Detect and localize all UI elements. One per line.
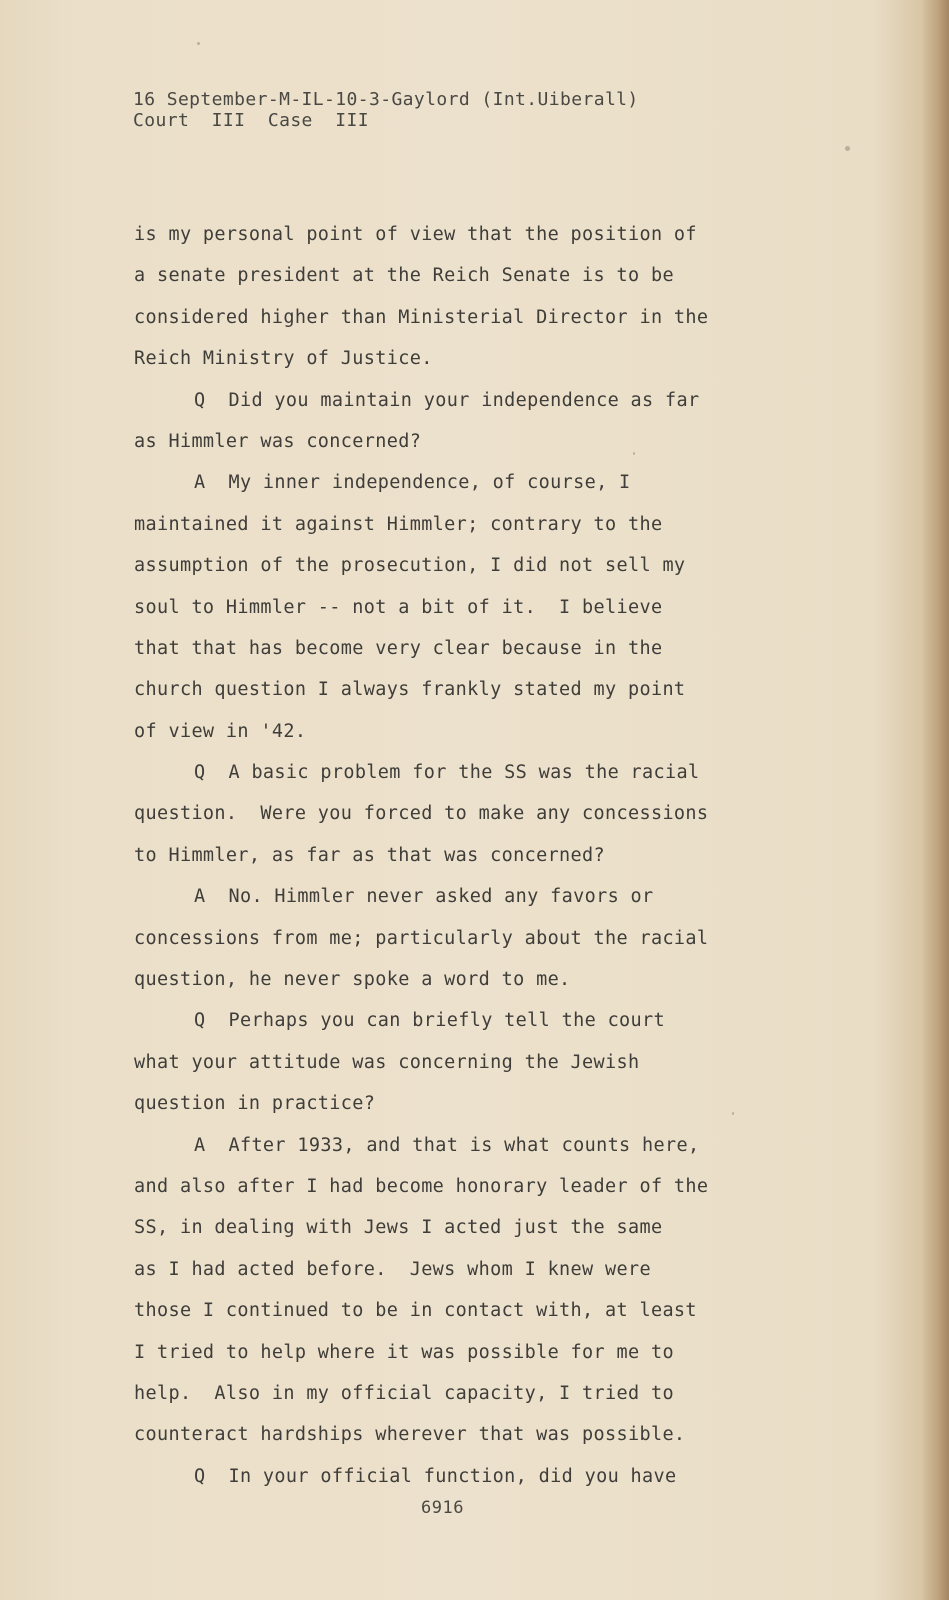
- text-line: considered higher than Ministerial Director in the: [134, 306, 709, 328]
- paper-speck: [732, 1112, 734, 1115]
- question-line: Q Did you maintain your independence as far: [194, 389, 700, 411]
- text-line: that that has become very clear because in the: [134, 637, 663, 659]
- question-line: Q A basic problem for the SS was the racial: [194, 762, 700, 784]
- text-line: to Himmler, as far as that was concerned?: [134, 844, 606, 866]
- text-line: question. Were you forced to make any concessions: [134, 803, 709, 825]
- text-line: SS, in dealing with Jews I acted just the same: [134, 1217, 663, 1239]
- text-line: Reich Ministry of Justice.: [134, 348, 433, 370]
- text-line: a senate president at the Reich Senate is to be: [134, 265, 674, 287]
- page-number: 6916: [421, 1498, 464, 1518]
- text-line: is my personal point of view that the position of: [134, 224, 697, 245]
- text-line: church question I always frankly stated my point: [134, 679, 686, 701]
- text-line: question in practice?: [134, 1093, 376, 1115]
- text-line: soul to Himmler -- not a bit of it. I believe: [134, 596, 663, 618]
- text-line: I tried to help where it was possible for me to: [134, 1341, 674, 1363]
- answer-line: A No. Himmler never asked any favors or: [194, 886, 654, 908]
- header-session-line: 16 September-M-IL-10-3-Gaylord (Int.Uiberall): [133, 89, 639, 110]
- paper-speck: [633, 452, 635, 455]
- text-line: counteract hardships wherever that was possible.: [134, 1424, 686, 1446]
- text-line: question, he never spoke a word to me.: [134, 969, 571, 991]
- question-line: Q In your official function, did you have: [194, 1465, 677, 1487]
- answer-line: A After 1933, and that is what counts here,: [194, 1134, 700, 1156]
- transcript-header: [133, 89, 853, 131]
- answer-line: A My inner independence, of course, I: [194, 472, 631, 494]
- text-line: concessions from me; particularly about the racial: [134, 927, 709, 949]
- text-line: as Himmler was concerned?: [134, 430, 422, 452]
- text-line: those I continued to be in contact with, at least: [134, 1300, 697, 1322]
- paper-speck: [845, 146, 850, 151]
- text-line: what your attitude was concerning the Jewish: [134, 1051, 640, 1073]
- paper-speck: [197, 42, 200, 45]
- text-line: help. Also in my official capacity, I tried to: [134, 1382, 674, 1404]
- header-court-line: Court III Case III: [133, 110, 369, 131]
- text-line: as I had acted before. Jews whom I knew were: [134, 1258, 651, 1280]
- page-edge-shadow: [921, 0, 949, 1600]
- text-line: of view in '42.: [134, 720, 307, 742]
- transcript-body: [134, 214, 894, 1497]
- question-line: Q Perhaps you can briefly tell the court: [194, 1010, 666, 1032]
- text-line: assumption of the prosecution, I did not sell my: [134, 555, 686, 577]
- text-line: maintained it against Himmler; contrary to the: [134, 513, 663, 535]
- text-line: and also after I had become honorary leader of the: [134, 1175, 709, 1197]
